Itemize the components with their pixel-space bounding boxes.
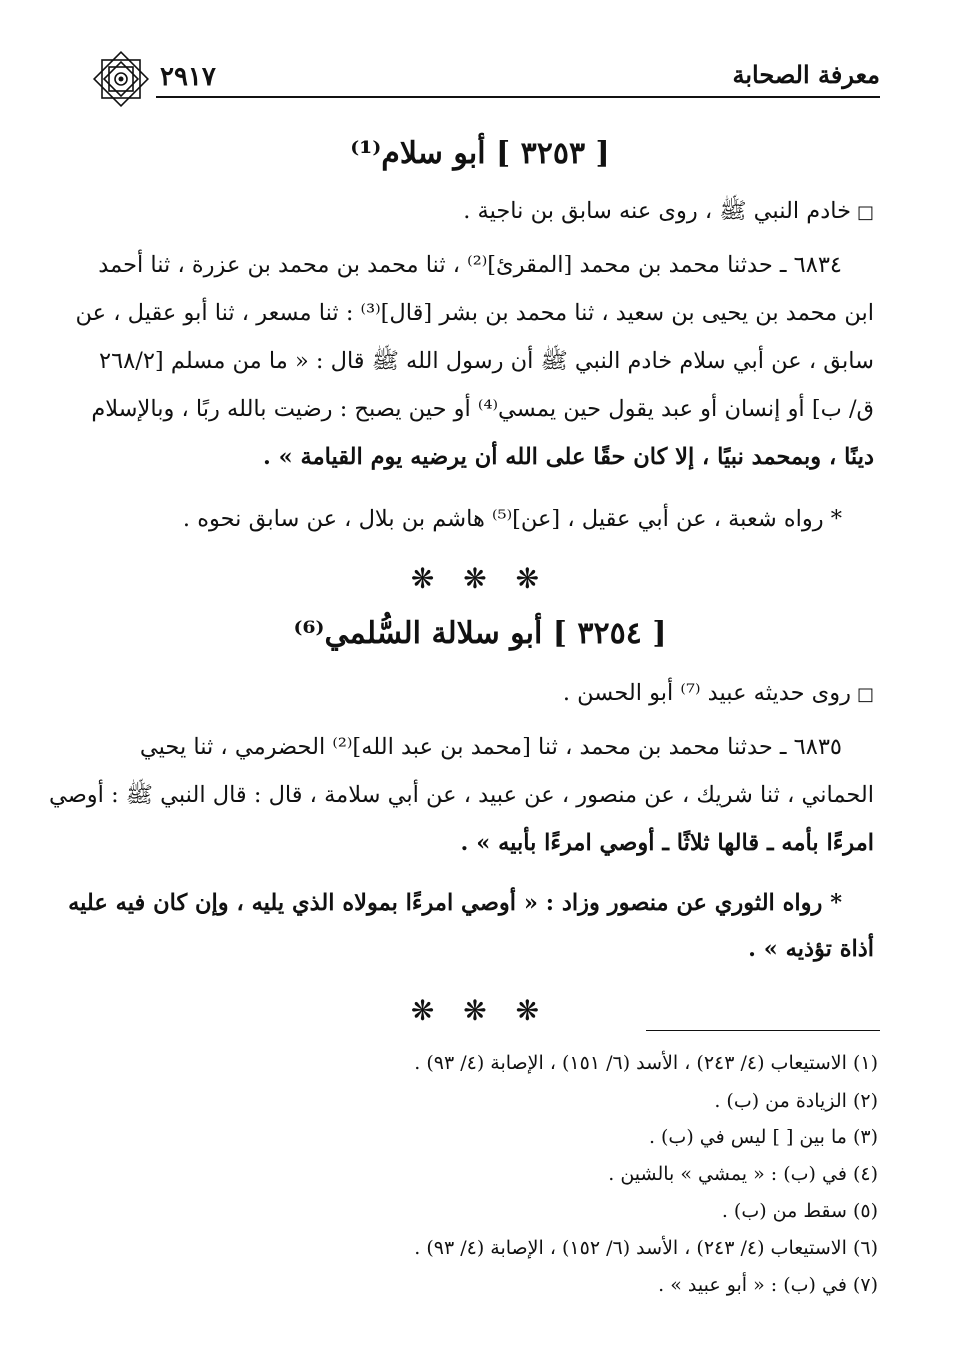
section-separator: ❋ ❋ ❋ <box>410 994 550 1027</box>
footnote: (٧) في (ب) : « أبو عبيد » . <box>658 1274 878 1296</box>
page-number: ٢٩١٧ <box>160 62 216 92</box>
hadith-line: ٦٨٣٥ ـ حدثنا محمد بن محمد ، ثنا [محمد بن عبد الله]⁽²⁾ الحضرمي ، ثنا يحيي <box>139 734 842 760</box>
footnote: (٣) ما بين [ ] ليس في (ب) . <box>648 1126 878 1148</box>
hadith-line: الحماني ، ثنا شريك ، عن منصور ، عن عبيد ، عن أبي سلامة ، قال : قال النبي ﷺ : أوصي <box>48 782 874 808</box>
footnote: (٢) الزيادة من (ب) . <box>714 1090 878 1112</box>
hadith-line: امرءًا بأمه ـ قالها ثلاثًا ـ أوصي امرءًا بأبيه » . <box>460 830 874 856</box>
section-separator: ❋ ❋ ❋ <box>410 562 550 595</box>
entry-heading: [ ٣٢٥٤ ] أبو سلالة السُّلمي⁽⁶⁾ <box>293 616 667 651</box>
narration-note: * رواه الثوري عن منصور وزاد : « أوصي امرءًا بمولاه الذي يليه ، وإن كان فيه عليه <box>68 890 842 916</box>
hadith-line: دينًا ، وبمحمد نبيًا ، إلا كان حقًا على الله أن يرضيه يوم القيامة » . <box>262 444 874 470</box>
entry-intro: □خادم النبي ﷺ ، روى عنه سابق بن ناجية . <box>463 198 874 224</box>
footnote: (٥) سقط من (ب) . <box>721 1200 878 1222</box>
hadith-line: سابق ، عن أبي سلام خادم النبي ﷺ أن رسول الله ﷺ قال : « ما من مسلم [٢٦٨/٢ <box>99 348 874 374</box>
hadith-line: ابن محمد بن يحيى بن سعيد ، ثنا محمد بن بشر [قال]⁽³⁾ : ثنا مسعر ، ثنا أبو عقيل ، عن <box>75 300 874 326</box>
octagram-ornament-icon <box>90 48 152 110</box>
checkbox-square-icon: □ <box>856 202 874 223</box>
footnote: (١) الاستيعاب (٤/ ٢٤٣) ، الأسد (٦/ ١٥١) ، الإصابة (٤/ ٩٣) . <box>414 1052 878 1074</box>
page-header <box>90 48 880 112</box>
narration-note: * رواه شعبة ، عن أبي عقيل ، [عن]⁽⁵⁾ هاشم بن بلال ، عن سابق نحوه . <box>182 506 842 532</box>
running-title: معرفة الصحابة <box>732 60 880 89</box>
hadith-line: ق/ ب] أو إنسان أو عبد يقول حين يمسي⁽⁴⁾ أو حين يصبح : رضيت بالله ربًا ، وبالإسلام <box>91 396 874 422</box>
footnote: (٤) في (ب) : « يمشي » بالشين . <box>608 1163 878 1185</box>
narration-note: أذاة تؤذيه » . <box>748 936 874 962</box>
entry-heading: [ ٣٢٥٣ ] أبو سلام⁽¹⁾ <box>350 136 610 171</box>
hadith-line: ٦٨٣٤ ـ حدثنا محمد بن محمد [المقرئ]⁽²⁾ ، ثنا محمد بن محمد بن عزرة ، ثنا أحمد <box>98 252 842 278</box>
footnote: (٦) الاستيعاب (٤/ ٢٤٣) ، الأسد (٦/ ١٥٢) ، الإصابة (٤/ ٩٣) . <box>414 1237 878 1259</box>
footnote-rule <box>646 1030 880 1031</box>
entry-intro: □روى حديثه عبيد ⁽⁷⁾ أبو الحسن . <box>562 680 874 706</box>
checkbox-square-icon: □ <box>856 684 874 705</box>
header-rule <box>156 96 880 98</box>
